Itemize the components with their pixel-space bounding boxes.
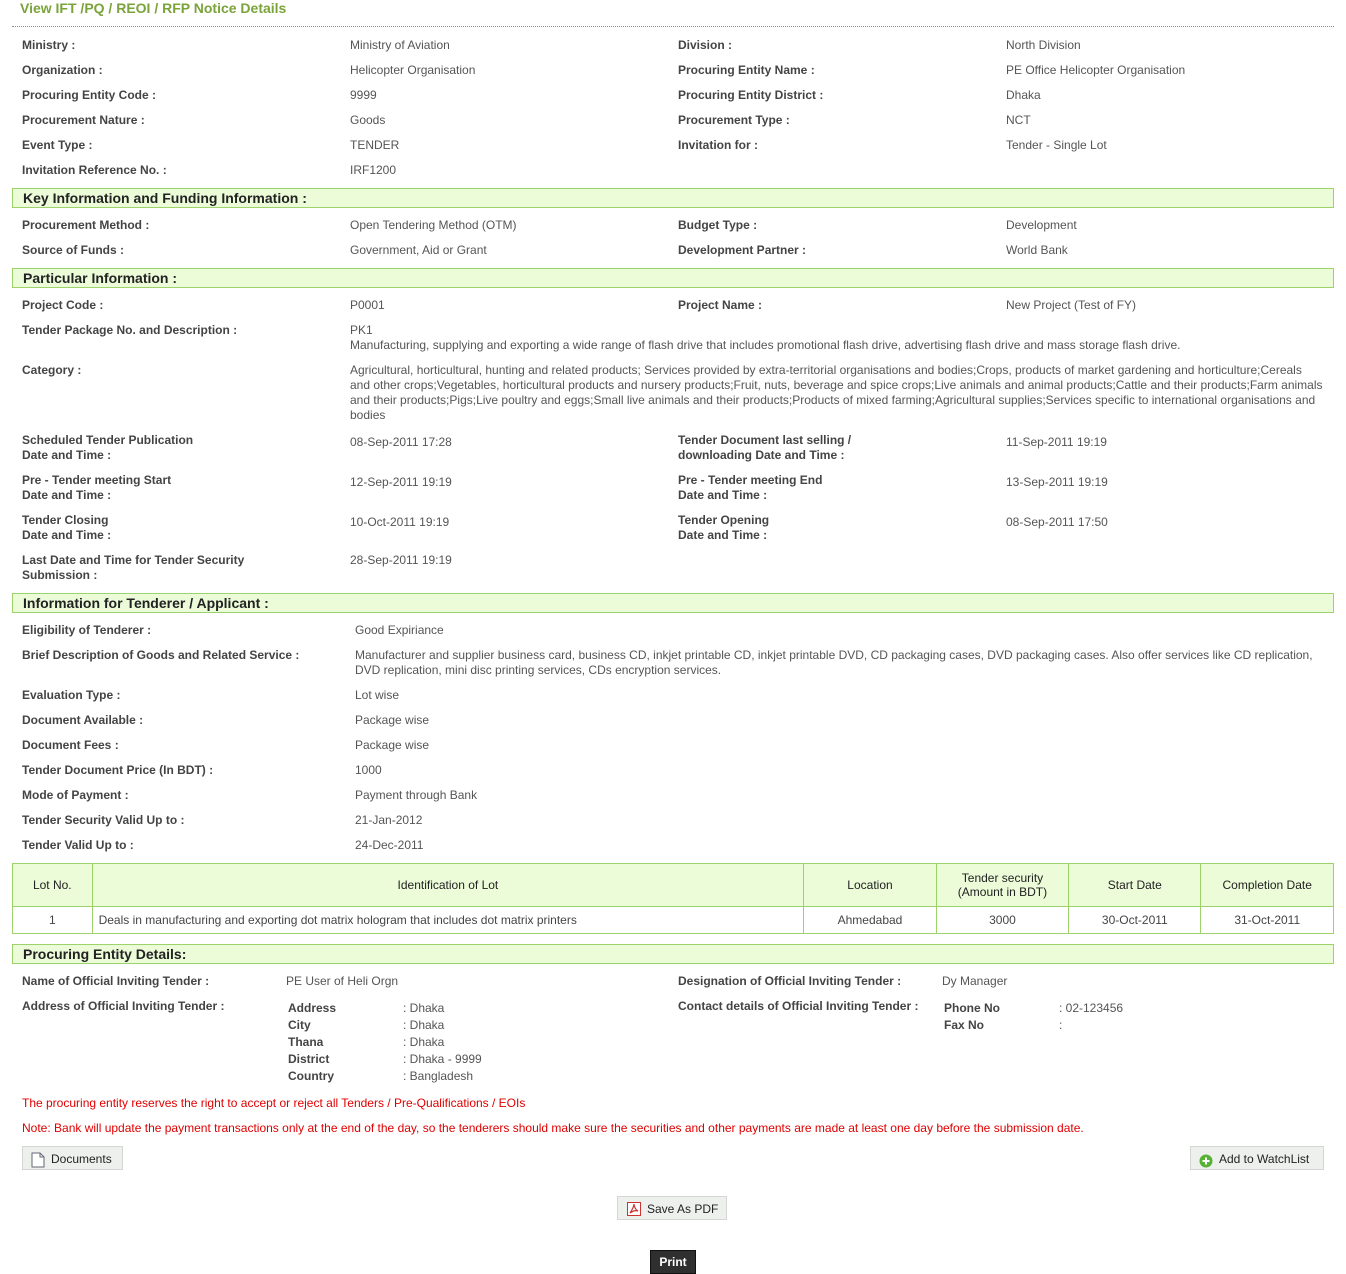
official-name-label: Name of Official Inviting Tender : xyxy=(22,974,210,988)
pre-meeting-start-label: Pre - Tender meeting Start Date and Time : xyxy=(22,473,172,502)
package-description: Manufacturing, supplying and exporting a wide range of flash drive that includes promotional flash drive, advertising flash drive and mass storage flash drive. xyxy=(350,338,1181,352)
pe-district-label: Procuring Entity District : xyxy=(678,88,824,102)
organization-value: Helicopter Organisation xyxy=(350,63,476,77)
package-label: Tender Package No. and Description : xyxy=(22,323,238,337)
proc-method-value: Open Tendering Method (OTM) xyxy=(350,218,517,232)
location-cell: Ahmedabad xyxy=(804,907,937,934)
project-name-label: Project Name : xyxy=(678,298,763,312)
pdf-icon xyxy=(626,1201,642,1225)
table-header-row xyxy=(13,864,1334,907)
project-code-value: P0001 xyxy=(350,298,385,312)
pe-name-label: Procuring Entity Name : xyxy=(678,63,815,77)
pre-meeting-start-value: 12-Sep-2011 19:19 xyxy=(350,475,452,489)
contact-label: Contact details of Official Inviting Tender : xyxy=(678,999,919,1013)
scheduled-publication-label: Scheduled Tender Publication Date and Time : xyxy=(22,433,194,462)
section-heading: Key Information and Funding Information : xyxy=(23,190,307,206)
lot-identification-cell: Deals in manufacturing and exporting dot matrix hologram that includes dot matrix printers xyxy=(92,907,804,934)
pe-district-value: Dhaka xyxy=(1006,88,1041,102)
column-header: Lot No. xyxy=(13,864,93,907)
proc-nature-value: Goods xyxy=(350,113,386,127)
section-particular-information xyxy=(12,268,1334,288)
column-header: Tender security (Amount in BDT) xyxy=(936,864,1068,907)
tender-security-cell: 3000 xyxy=(936,907,1068,934)
section-heading: Information for Tenderer / Applicant : xyxy=(23,595,269,611)
bank-note: Note: Bank will update the payment transactions only at the end of the day, so the tenderers should make sure the securities and other payments are made at least one day before the submission date. xyxy=(22,1121,1084,1135)
dev-partner-value: World Bank xyxy=(1006,243,1068,257)
plus-circle-icon xyxy=(1199,1152,1213,1176)
pre-meeting-end-label: Pre - Tender meeting End Date and Time : xyxy=(678,473,823,502)
district-key: District xyxy=(288,1052,330,1066)
section-heading: Procuring Entity Details: xyxy=(23,946,187,962)
documents-button[interactable] xyxy=(22,1146,123,1170)
ministry-label: Ministry : xyxy=(22,38,76,52)
column-header: Location xyxy=(804,864,937,907)
tender-valid-value: 24-Dec-2011 xyxy=(355,838,424,852)
pe-code-label: Procuring Entity Code : xyxy=(22,88,157,102)
country-value: : Bangladesh xyxy=(403,1069,474,1083)
document-price-value: 1000 xyxy=(355,763,382,777)
print-button[interactable]: Print xyxy=(650,1250,696,1274)
lot-no-cell: 1 xyxy=(13,907,93,934)
address-label: Address of Official Inviting Tender : xyxy=(22,999,225,1013)
brief-description-value: Manufacturer and supplier business card, business CD, inkjet printable CD, inkjet printable DVD, CD packaging cases, DVD packaging cases. Also offer services like CD replication, DVD replication, mini disc printing services, CDs encryption services. xyxy=(355,648,1313,677)
title-divider xyxy=(12,26,1334,27)
tender-opening-label: Tender Opening Date and Time : xyxy=(678,513,770,542)
doc-last-selling-label: Tender Document last selling / downloading Date and Time : xyxy=(678,433,852,462)
city-value: : Dhaka xyxy=(403,1018,445,1032)
document-available-value: Package wise xyxy=(355,713,430,727)
pdf-label: Save As PDF xyxy=(647,1202,719,1216)
evaluation-type-value: Lot wise xyxy=(355,688,400,702)
reserve-right-note: The procuring entity reserves the right to accept or reject all Tenders / Pre-Qualifications / EOIs xyxy=(22,1096,526,1110)
lots-table xyxy=(12,863,1334,934)
designation-label: Designation of Official Inviting Tender : xyxy=(678,974,902,988)
evaluation-type-label: Evaluation Type : xyxy=(22,688,121,702)
section-heading: Particular Information : xyxy=(23,270,178,286)
document-icon xyxy=(31,1152,45,1176)
save-as-pdf-button[interactable] xyxy=(617,1196,727,1220)
address-key: Address xyxy=(288,1001,337,1015)
pe-code-value: 9999 xyxy=(350,88,377,102)
add-to-watchlist-button[interactable] xyxy=(1190,1146,1324,1170)
category-value: Agricultural, horticultural, hunting and related products; Services provided by extra-territorial organisations and bodies;Crops, products of market gardening and horticulture;Cereals and other crops;Vegetables, horticultural products and nursery products;Fruit, nuts, beverage and spice crops;Live animals and animal products;Cattle and their products;Farm animals and their products;Pigs;Live poultry and eggs;Small live animals and their products;Products of mixed farming;Agricultural supplies;Services specific to international organisations and bodies xyxy=(350,363,1323,422)
document-available-label: Document Available : xyxy=(22,713,144,727)
tender-closing-value: 10-Oct-2011 19:19 xyxy=(350,515,450,529)
document-fees-value: Package wise xyxy=(355,738,430,752)
tender-valid-label: Tender Valid Up to : xyxy=(22,838,134,852)
district-value: : Dhaka - 9999 xyxy=(403,1052,482,1066)
fax-value: : xyxy=(1059,1018,1063,1032)
pre-meeting-end-value: 13-Sep-2011 19:19 xyxy=(1006,475,1108,489)
official-name-value: PE User of Heli Orgn xyxy=(286,974,399,988)
source-funds-label: Source of Funds : xyxy=(22,243,124,257)
designation-value: Dy Manager xyxy=(942,974,1008,988)
section-procuring-entity-details xyxy=(12,944,1334,964)
table-row xyxy=(13,907,1334,934)
organization-label: Organization : xyxy=(22,63,103,77)
phone-value: : 02-123456 xyxy=(1059,1001,1124,1015)
tender-closing-label: Tender Closing Date and Time : xyxy=(22,513,112,542)
fax-key: Fax No xyxy=(944,1018,985,1032)
proc-type-value: NCT xyxy=(1006,113,1031,127)
invitation-ref-value: IRF1200 xyxy=(350,163,397,177)
phone-key: Phone No xyxy=(944,1001,1000,1015)
address-value: : Dhaka xyxy=(403,1001,445,1015)
budget-type-label: Budget Type : xyxy=(678,218,758,232)
project-name-value: New Project (Test of FY) xyxy=(1006,298,1137,312)
thana-value: : Dhaka xyxy=(403,1035,445,1049)
security-submission-value: 28-Sep-2011 19:19 xyxy=(350,553,452,567)
category-label: Category : xyxy=(22,363,82,377)
city-key: City xyxy=(288,1018,311,1032)
completion-date-cell: 31-Oct-2011 xyxy=(1201,907,1334,934)
security-submission-label: Last Date and Time for Tender Security Submission : xyxy=(22,553,245,582)
proc-nature-label: Procurement Nature : xyxy=(22,113,145,127)
security-valid-value: 21-Jan-2012 xyxy=(355,813,423,827)
source-funds-value: Government, Aid or Grant xyxy=(350,243,487,257)
division-value: North Division xyxy=(1006,38,1081,52)
division-label: Division : xyxy=(678,38,733,52)
brief-description-label: Brief Description of Goods and Related Service : xyxy=(22,648,300,662)
security-valid-label: Tender Security Valid Up to : xyxy=(22,813,185,827)
scheduled-publication-value: 08-Sep-2011 17:28 xyxy=(350,435,452,449)
invitation-ref-label: Invitation Reference No. : xyxy=(22,163,167,177)
start-date-cell: 30-Oct-2011 xyxy=(1069,907,1201,934)
proc-method-label: Procurement Method : xyxy=(22,218,150,232)
country-key: Country xyxy=(288,1069,334,1083)
column-header: Completion Date xyxy=(1201,864,1334,907)
eligibility-value: Good Expiriance xyxy=(355,623,444,637)
event-type-label: Event Type : xyxy=(22,138,93,152)
proc-type-label: Procurement Type : xyxy=(678,113,790,127)
payment-mode-value: Payment through Bank xyxy=(355,788,478,802)
dev-partner-label: Development Partner : xyxy=(678,243,807,257)
package-no: PK1 xyxy=(350,323,373,337)
budget-type-value: Development xyxy=(1006,218,1077,232)
event-type-value: TENDER xyxy=(350,138,400,152)
watchlist-label: Add to WatchList xyxy=(1219,1152,1310,1166)
column-header: Start Date xyxy=(1069,864,1201,907)
page-title: View IFT /PQ / REOI / RFP Notice Details xyxy=(20,0,287,16)
column-header: Identification of Lot xyxy=(92,864,804,907)
payment-mode-label: Mode of Payment : xyxy=(22,788,129,802)
section-key-information xyxy=(12,188,1334,208)
invitation-for-label: Invitation for : xyxy=(678,138,758,152)
document-price-label: Tender Document Price (In BDT) : xyxy=(22,763,214,777)
ministry-value: Ministry of Aviation xyxy=(350,38,450,52)
tender-opening-value: 08-Sep-2011 17:50 xyxy=(1006,515,1108,529)
pe-name-value: PE Office Helicopter Organisation xyxy=(1006,63,1186,77)
eligibility-label: Eligibility of Tenderer : xyxy=(22,623,152,637)
project-code-label: Project Code : xyxy=(22,298,104,312)
documents-label: Documents xyxy=(51,1152,112,1166)
doc-last-selling-value: 11-Sep-2011 19:19 xyxy=(1006,435,1107,449)
document-fees-label: Document Fees : xyxy=(22,738,119,752)
section-tenderer-information xyxy=(12,593,1334,613)
invitation-for-value: Tender - Single Lot xyxy=(1006,138,1107,152)
thana-key: Thana xyxy=(288,1035,324,1049)
